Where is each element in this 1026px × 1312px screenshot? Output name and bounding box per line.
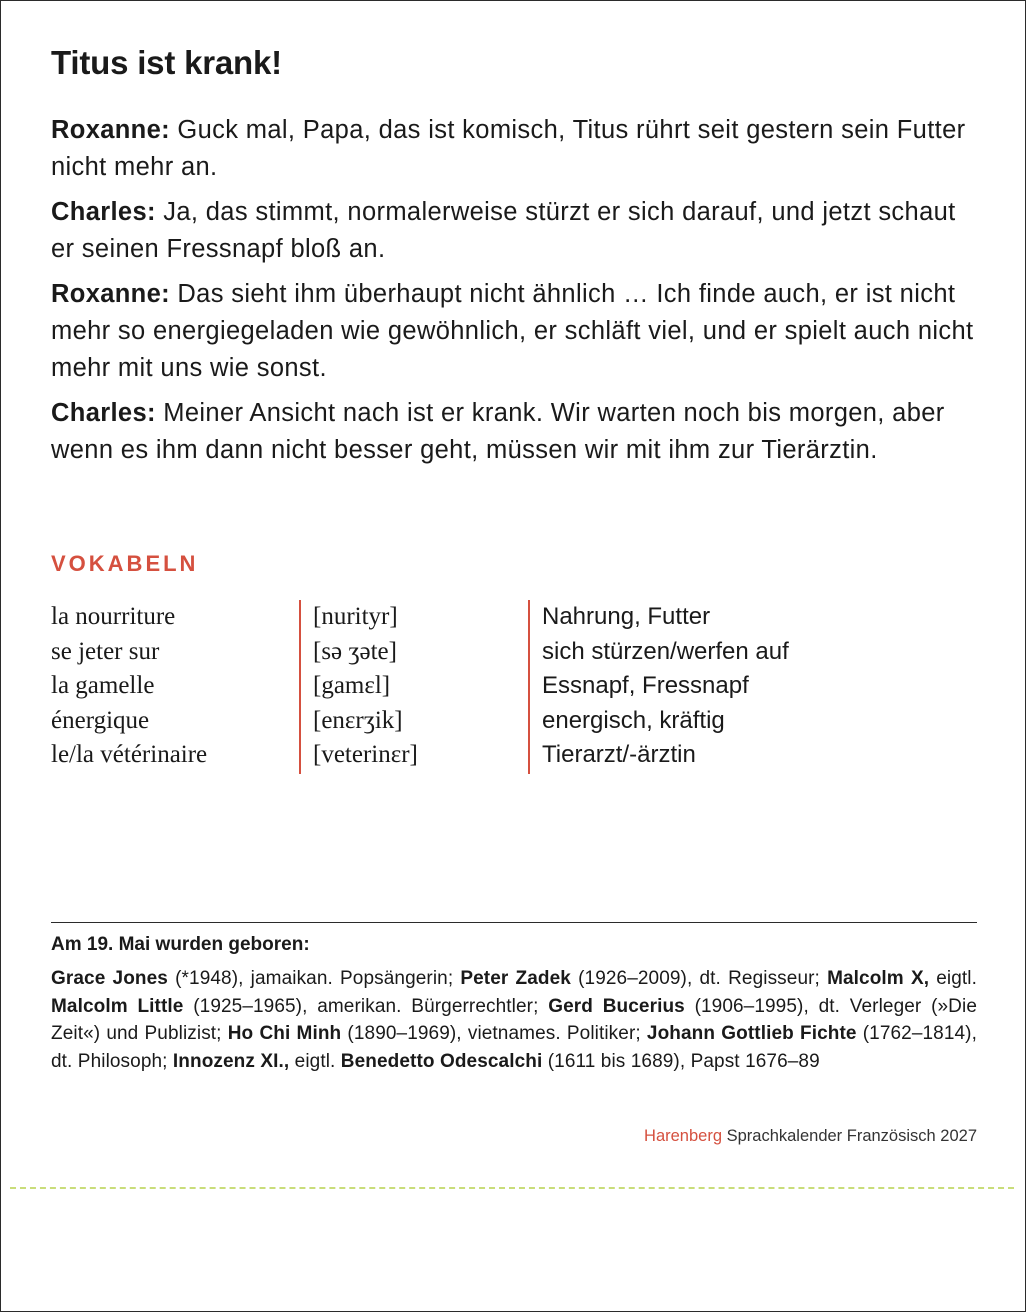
person-info: (1926–2009), dt. Regisseur; (570, 968, 828, 989)
speaker-name: Charles: (51, 198, 156, 226)
person-info: (*1948), jamaikan. Popsängerin; (167, 968, 461, 989)
vocab-phonetic: [gamɛl] (313, 672, 391, 699)
vocab-phonetic: [nurityr] (313, 603, 398, 630)
dialog-line (51, 194, 977, 268)
brand-name: Harenberg (644, 1127, 723, 1145)
dialog-line (51, 395, 977, 469)
dialog-text: Ja, das stimmt, normalerweise stürzt er sich darauf, und jetzt schaut er seinen Fressnapf bloß an. (51, 198, 956, 263)
vocab-german: Nahrung, Futter (542, 603, 711, 630)
person-info: eigtl. (929, 968, 977, 989)
person-name: Gerd Bucerius (548, 995, 685, 1017)
vocab-french: la gamelle (51, 672, 155, 699)
vocab-french: énergique (51, 706, 150, 734)
vocab-phonetic: [sə ʒəte] (313, 637, 397, 665)
person-info: (1611 bis 1689), Papst 1676–89 (542, 1050, 820, 1072)
person-name: Innozenz XI., (172, 1050, 290, 1072)
vocab-french-column (51, 600, 299, 773)
person-name: Malcolm X, (827, 968, 930, 989)
person-info: (1762–1814), dt. Philosoph; (51, 1023, 977, 1072)
vocab-phonetic: [enɛrʒik] (313, 706, 403, 734)
footer-text: Sprachkalender Französisch 2027 (722, 1127, 977, 1145)
vocab-german-column (529, 600, 969, 773)
speaker-name: Charles: (51, 399, 156, 427)
person-info: eigtl. (289, 1050, 341, 1072)
person-name: Benedetto Odescalchi (340, 1050, 543, 1072)
vocab-phonetic: [veterinɛr] (313, 741, 418, 768)
dialog-text: Das sieht ihm überhaupt nicht ähnlich … Ich finde auch, er ist nicht mehr so energiegeladen wie gewöhnlich, er schläft viel, und er spielt auch nicht mehr mit uns wie sonst. (51, 280, 974, 382)
person-info: (1890–1969), vietnames. Politiker; (341, 1023, 647, 1044)
vocab-french: se jeter sur (51, 637, 160, 665)
speaker-name: Roxanne: (51, 116, 170, 144)
born-list (51, 965, 977, 1075)
person-name: Malcolm Little (51, 995, 184, 1017)
page-title: Titus ist krank! (51, 44, 282, 81)
footer (644, 1127, 977, 1146)
born-heading: Am 19. Mai wurden geboren: (51, 934, 310, 955)
vocab-german: sich stürzen/werfen auf (542, 637, 789, 665)
person-name: Ho Chi Minh (227, 1023, 342, 1044)
dialog-line (51, 112, 977, 186)
person-info: (1906–1995), dt. Verleger (»Die Zeit«) und Publizist; (51, 995, 977, 1044)
vocab-phonetic-column (299, 600, 529, 773)
vocab-french: la nourriture (51, 603, 176, 630)
vocab-heading: VOKABELN (51, 551, 199, 576)
speaker-name: Roxanne: (51, 280, 170, 308)
person-info: (1925–1965), amerikan. Bürgerrechtler; (183, 995, 549, 1017)
vocab-german: Tierarzt/-ärztin (542, 741, 696, 768)
vocab-french: le/la vétérinaire (51, 741, 208, 768)
person-name: Peter Zadek (460, 968, 571, 989)
vocab-german: Essnapf, Fressnapf (542, 672, 749, 699)
person-name: Grace Jones (51, 968, 168, 989)
dialog-line (51, 276, 977, 387)
dialog-text: Meiner Ansicht nach ist er krank. Wir warten noch bis morgen, aber wenn es ihm dann nicht besser geht, müssen wir mit ihm zur Tierärztin. (51, 399, 945, 464)
dialog-text: Guck mal, Papa, das ist komisch, Titus rührt seit gestern sein Futter nicht mehr an. (51, 116, 966, 181)
dialog (51, 112, 977, 477)
person-name: Johann Gottlieb Fichte (646, 1023, 857, 1044)
cut-line (10, 1187, 1014, 1189)
vocab-german: energisch, kräftig (542, 706, 725, 734)
section-divider (51, 922, 977, 923)
